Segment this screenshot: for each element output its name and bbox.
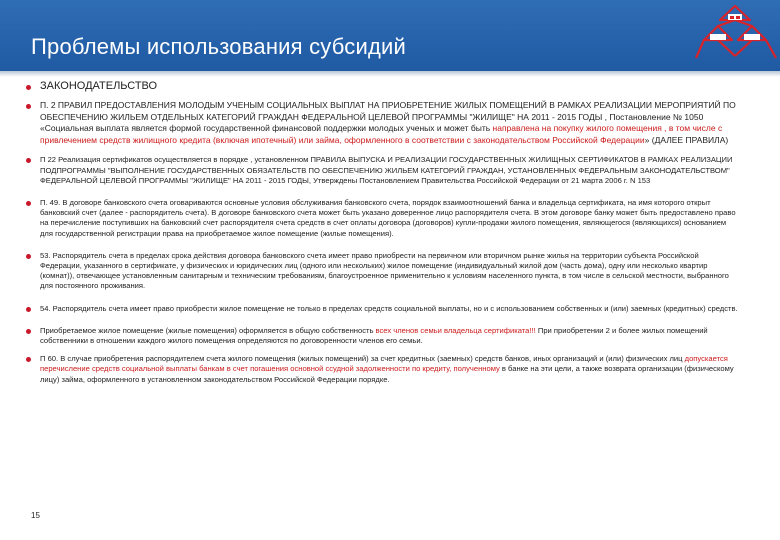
bullet-icon: [26, 201, 31, 206]
item-text: П. 2 ПРАВИЛ ПРЕДОСТАВЛЕНИЯ МОЛОДЫМ УЧЕНЫМ СОЦИАЛЬНЫХ ВЫПЛАТ НА ПРИОБРЕТЕНИЕ ЖИЛЫХ ПОМЕЩЕНИЙ В РАМКАХ РЕАЛИЗАЦИИ МЕРОПРИЯТИЙ ПО ОБЕСПЕЧЕНИЮ ЖИЛЬЕМ ОТДЕЛЬНЫХ КАТЕГОРИЙ ГРАЖДАН ФЕДЕРАЛЬНОЙ ЦЕЛЕВОЙ ПРОГРАММЫ "ЖИЛИЩЕ" НА 2011 - 2015 ГОДЫ , Постановление № 1050 «Социальная выплата является формой государственной финансовой поддержки молодых ученых и может быть: [40, 100, 736, 134]
header-divider: [0, 71, 780, 77]
slide-body: [26, 80, 738, 393]
bullet-icon: [26, 254, 31, 259]
bullet-icon: [26, 307, 31, 312]
bullet-icon: [26, 85, 31, 90]
list-item-p49: [26, 198, 738, 239]
item-text-tail: в банке на эти цели, а также возврата организации (физическому лицу) займа, оформленного в установленном законодательством Российской Федерации порядке.: [40, 364, 734, 384]
list-item-p22: [26, 155, 738, 186]
item-highlight: допускается перечисление средств социальной выплаты банкам в счет погашения основной ссудной задолженности по кредиту, полученному: [40, 354, 728, 374]
page-title: Проблемы использования субсидий: [31, 34, 406, 59]
list-item-legislation-heading: [26, 80, 738, 92]
list-item-p53: [26, 251, 738, 292]
item-text-tail: При приобретении 2 и более жилых помещений собственники в отношении каждого жилого помещения определяются по договоренности членов его семьи.: [40, 325, 708, 346]
item-text: П 60. В случае приобретения распорядителем счета жилого помещения (жилых помещений) за счет кредитных (заемных) средств банков, иных организаций и (или) физических лиц: [40, 354, 685, 364]
list-item-p60: [26, 354, 738, 385]
list-item-p54: [26, 304, 738, 314]
item-highlight: направлена на покупку жилого помещения , в том числе с привлечением средств жилищного кредита (включая ипотечный) или займа, оформленного в соответствии с законодательством Российской Федерации: [40, 123, 723, 145]
bullet-icon: [26, 357, 31, 362]
bullet-icon: [26, 104, 31, 109]
item-text: ЗАКОНОДАТЕЛЬСТВО: [40, 80, 158, 92]
item-text: Приобретаемое жилое помещение (жилые помещения) оформляется в общую собственность: [40, 325, 376, 335]
title-bar: [0, 0, 780, 71]
house-network-logo-icon: [690, 0, 780, 71]
item-text: П 22 Реализация сертификатов осуществляется в порядке , установленном ПРАВИЛА ВЫПУСКА И РЕАЛИЗАЦИИ ГОСУДАРСТВЕННЫХ ЖИЛИЩНЫХ СЕРТИФИКАТОВ В РАМКАХ РЕАЛИЗАЦИИ ПОДПРОГРАММЫ "ВЫПОЛНЕНИЕ ГОСУДАРСТВЕННЫХ ОБЯЗАТЕЛЬСТВ ПО ОБЕСПЕЧЕНИЮ ЖИЛЬЕМ КАТЕГОРИЙ ГРАЖДАН, УСТАНОВЛЕННЫХ ФЕДЕРАЛЬНЫМ ЗАКОНОДАТЕЛЬСТВОМ" ФЕДЕРАЛЬНОЙ ЦЕЛЕВОЙ ПРОГРАММЫ "ЖИЛИЩЕ" НА 2011 - 2015 ГОДЫ, Утверждены Постановлением Правительства Российской Федерации от 21 марта 2006 г. N 153: [40, 155, 733, 185]
item-highlight: всех членов семьи владельца сертификата!!!: [375, 325, 536, 335]
bullet-icon: [26, 329, 31, 334]
list-item-ownership: [26, 326, 738, 346]
list-item-rules-p2: [26, 100, 738, 146]
item-text: 54. Распорядитель счета имеет право приобрести жилое помещение не только в пределах средств социальной выплаты, но и с использованием собственных и (или) заемных (кредитных) средств.: [40, 303, 738, 313]
item-text: П. 49. В договоре банковского счета оговариваются основные условия обслуживания банковского счета, порядок взаимоотношений банка и владельца сертификата, на имя которого открыт банковский счет (далее - распорядитель счета). В договоре банковского счета может быть указано доверенное лицо распорядителя счета. В этом договоре банку может быть предоставлено право на перечисление поступивших на банковский счет распорядителя счета средств в счет оплаты договора (договоров) купли-продажи жилого помещения, являющегося (являющихся) основанием для государственной регистрации права на приобретаемое жилое помещение (жилые помещения).: [40, 197, 736, 238]
item-text: 53. Распорядитель счета в пределах срока действия договора банковского счета имеет право приобрести на первичном или вторичном рынке жилья на территории субъекта Российской Федерации, указанного в сертификате, у физических и юридических лиц (одного или нескольких) жилое помещение (индивидуальный жилой дом (часть дома), одну или несколько квартир (комнат)), отвечающее установленным санитарным и техническим требованиям, благоустроенное применительно к условиям населенного пункта, в том числе в сельской местности, выбранного для постоянного проживания.: [40, 250, 729, 291]
page-number: 15: [31, 511, 40, 520]
bullet-icon: [26, 158, 31, 163]
item-text-tail: » (ДАЛЕЕ ПРАВИЛА): [644, 134, 729, 145]
